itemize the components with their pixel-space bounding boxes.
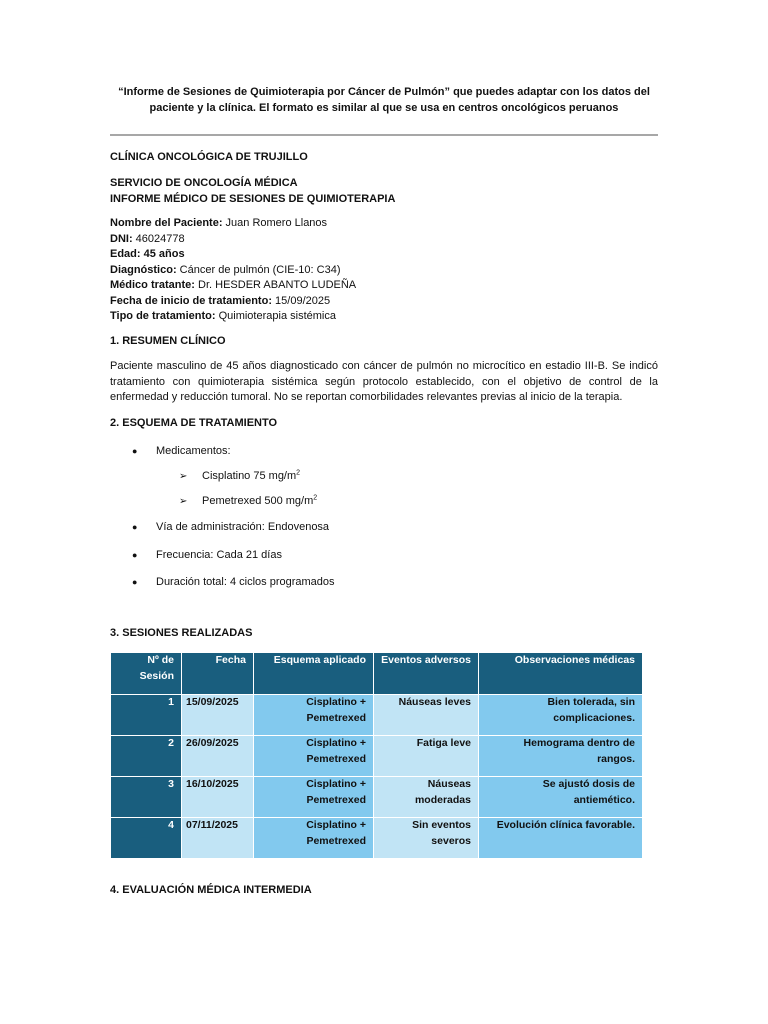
cell-adverse-events: Náuseas leves: [374, 695, 479, 736]
patient-name-label: Nombre del Paciente:: [110, 217, 223, 229]
list-item-duration: [110, 575, 658, 603]
table-row: [111, 695, 643, 736]
header-session-number: Nº de Sesión: [111, 653, 182, 695]
cell-date: 07/11/2025: [182, 818, 254, 859]
cell-observations: Evolución clínica favorable.: [479, 818, 643, 859]
section-3-title: 3. SESIONES REALIZADAS: [110, 627, 253, 639]
sessions-table: [110, 652, 643, 859]
cell-date: 26/09/2025: [182, 736, 254, 777]
patient-dni-value: 46024778: [132, 232, 185, 245]
arrow-bullet-icon: ➢: [179, 470, 188, 482]
table-header-row: [111, 653, 643, 695]
medication-2: Pemetrexed 500 mg/m: [202, 494, 314, 507]
treatment-list-continued: [110, 520, 658, 603]
list-item-route: [110, 520, 658, 548]
list-item-cisplatino: [110, 469, 658, 494]
bullet-icon: ●: [132, 522, 138, 532]
intro-note: “Informe de Sesiones de Quimioterapia por Cáncer de Pulmón” que puedes adaptar con los datos del paciente y la clínica. El formato es similar al que se usa en centros oncológicos peruanos: [118, 86, 650, 114]
frequency-text: Frecuencia: Cada 21 días: [156, 548, 282, 561]
patient-name-row: [110, 216, 658, 232]
treatment-type-label: Tipo de tratamiento:: [110, 310, 216, 322]
diagnosis-value: Cáncer de pulmón (CIE-10: C34): [176, 263, 341, 276]
cell-scheme: Cisplatino + Pemetrexed: [254, 818, 374, 859]
horizontal-rule: [110, 134, 658, 136]
cell-scheme: Cisplatino + Pemetrexed: [254, 695, 374, 736]
duration-text: Duración total: 4 ciclos programados: [156, 576, 335, 588]
medication-1: Cisplatino 75 mg/m: [202, 469, 297, 482]
section-1-text: Paciente masculino de 45 años diagnosticado con cáncer de pulmón no microcítico en estadio III-B. Se indicó tratamiento con quimioterapia sistémica según protocolo establecido, con el objetivo de control de la enfermedad y reducción tumoral. No se reportan comorbilidades relevantes previas al inicio de la terapia.: [110, 360, 658, 403]
cell-adverse-events: Fatiga leve: [374, 736, 479, 777]
header-date: Fecha: [182, 653, 254, 695]
patient-dni-label: DNI:: [110, 232, 133, 245]
bullet-icon: ●: [132, 549, 138, 560]
treatment-start-value: 15/09/2025: [271, 294, 331, 307]
treatment-type-value: Quimioterapia sistémica: [215, 310, 336, 322]
patient-info: [110, 216, 658, 325]
superscript-2: 2: [313, 493, 318, 501]
cell-adverse-events: Sin eventos severos: [374, 818, 479, 859]
patient-age: Edad: 45 años: [110, 248, 185, 260]
doctor-label: Médico tratante:: [110, 279, 195, 291]
table-row: [111, 777, 643, 818]
report-title: INFORME MÉDICO DE SESIONES DE QUIMIOTERAPIA: [110, 192, 396, 205]
treatment-start-label: Fecha de inicio de tratamiento:: [110, 294, 272, 307]
cell-observations: Se ajustó dosis de antiemético.: [479, 777, 643, 818]
treatment-type-row: [110, 309, 658, 325]
section-2-title: 2. ESQUEMA DE TRATAMIENTO: [110, 417, 278, 429]
table-row: [111, 818, 643, 859]
medications-sublist: [110, 469, 658, 519]
treatment-list: [110, 444, 658, 519]
table-row: [111, 736, 643, 777]
cell-session-number: 2: [111, 736, 182, 777]
bullet-icon: ●: [132, 446, 138, 456]
header-observations: Observaciones médicas: [479, 653, 643, 695]
report-header: [110, 176, 658, 207]
cell-observations: Bien tolerada, sin complicaciones.: [479, 695, 643, 736]
patient-name-value: Juan Romero Llanos: [222, 217, 328, 229]
cell-date: 15/09/2025: [182, 695, 254, 736]
route-text: Vía de administración: Endovenosa: [156, 521, 330, 533]
bullet-icon: ●: [132, 577, 138, 587]
cell-adverse-events: Náuseas moderadas: [374, 777, 479, 818]
section-1-title: 1. RESUMEN CLÍNICO: [110, 335, 226, 347]
arrow-bullet-icon: ➢: [179, 495, 188, 507]
patient-dni-row: [110, 232, 658, 248]
list-item-frequency: [110, 548, 658, 576]
section-4-title: 4. EVALUACIÓN MÉDICA INTERMEDIA: [110, 884, 312, 896]
header-scheme: Esquema aplicado: [254, 653, 374, 695]
cell-session-number: 3: [111, 777, 182, 818]
cell-session-number: 1: [111, 695, 182, 736]
cell-session-number: 4: [111, 818, 182, 859]
header-adverse-events: Eventos adversos: [374, 653, 479, 695]
cell-scheme: Cisplatino + Pemetrexed: [254, 777, 374, 818]
cell-scheme: Cisplatino + Pemetrexed: [254, 736, 374, 777]
list-item-pemetrexed: [110, 494, 658, 519]
superscript-2: 2: [296, 468, 301, 476]
patient-doctor-row: [110, 278, 658, 294]
diagnosis-label: Diagnóstico:: [110, 263, 177, 276]
patient-diagnosis-row: [110, 263, 658, 279]
cell-observations: Hemograma dentro de rangos.: [479, 736, 643, 777]
list-item-medications: [110, 444, 658, 519]
medications-label: Medicamentos:: [156, 445, 231, 457]
treatment-start-row: [110, 294, 658, 310]
clinic-name: CLÍNICA ONCOLÓGICA DE TRUJILLO: [110, 151, 308, 163]
doctor-value: Dr. HESDER ABANTO LUDEÑA: [194, 279, 357, 291]
cell-date: 16/10/2025: [182, 777, 254, 818]
service-name: SERVICIO DE ONCOLOGÍA MÉDICA: [110, 177, 298, 189]
